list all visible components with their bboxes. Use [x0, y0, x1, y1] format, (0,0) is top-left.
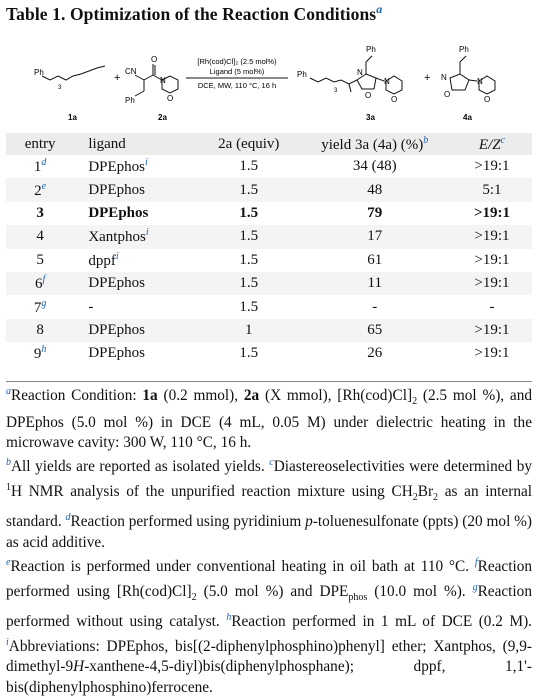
plus-sign: + [114, 72, 121, 84]
ligand-label: Ligand (5 mol%) [209, 67, 265, 76]
ligand-cell: Xantphos$^i$ [74, 225, 200, 248]
yield-cell: 26 [367, 345, 383, 362]
entry-cell: 5 [36, 251, 44, 268]
plus-sign: + [424, 72, 431, 84]
compound-2a-label: 2a [158, 113, 167, 122]
table-row [6, 178, 532, 201]
footnote-link[interactable]: d [41, 157, 47, 169]
footnote-efghi: $^e$Reaction is performed under conventional heating in oil bath at 110 °C. $^f$Reaction performed using $[Rh(cod)Cl]_2$ (5.0 mol %) and $DPE_{phos}$ (10.0 mol %). $^g$Reaction performed without using catalyst. $^h$Reaction performed in 1 mL of DCE (0.2 M). $^i$Abbreviations: DPEphos, bis[(2-diphenylphosphino)phenyl] ether; Xantphos, (9,9-dimethyl-9H-xanthene-4,5-diyl)bis(diphenylphosphane); dppf, 1,1'-bis(diphenylphosphino)ferrocene. [6, 557, 532, 696]
table-row [6, 319, 532, 342]
equiv-cell: 1 [200, 319, 298, 342]
equiv-cell: 1.5 [200, 272, 298, 295]
equiv-cell: 1.5 [239, 298, 259, 315]
o-label: O [151, 55, 158, 64]
header-entry: entry [6, 133, 74, 155]
ez-cell: >19:1 [474, 251, 510, 268]
compound-4a-label: 4a [463, 113, 472, 122]
ligand-cell: DPEphos [74, 319, 200, 342]
ligand-cell: DPEphos [88, 345, 145, 362]
table-row [6, 202, 532, 225]
table-row [6, 155, 532, 178]
ez-cell: >19:1 [452, 272, 532, 295]
equiv-cell: 1.5 [200, 225, 298, 248]
ez-cell: >19:1 [452, 225, 532, 248]
reaction-scheme [0, 28, 538, 128]
entry-cell: 2e [6, 178, 74, 201]
catalyst-label: [Rh(cod)Cl]₂ (2.5 mol%) [197, 57, 277, 66]
table-row [6, 295, 532, 318]
compound-1a-label: 1a [68, 113, 77, 122]
yield-cell: 61 [367, 251, 383, 268]
header-ligand: ligand [74, 133, 200, 155]
ph-label: Ph [459, 45, 469, 54]
header-row [6, 133, 532, 155]
footnote-link[interactable]: c [500, 134, 506, 146]
table-row [6, 342, 532, 365]
ez-cell: >19:1 [474, 158, 510, 175]
footnote-link[interactable]: h [41, 344, 47, 356]
entry-cell: 1$^d$ [33, 157, 47, 176]
equiv-cell: 1.5 [239, 158, 259, 175]
footnote-bc: $^b$All yields are reported as isolated yields. $^c$Diastereoselectivities were determined by $^1$H NMR analysis of the unpurified reaction mixture using $CH_2Br_2$ as an internal standard. $^d$Reaction performed using pyridinium p-toluenesulfonate (ppts) (20 mol %) as acid additive. [6, 457, 533, 551]
n-label: N [477, 77, 483, 86]
header-yield: yield 3a (4a) (%)$^b$ [298, 133, 452, 155]
yield-cell: 17 [298, 225, 452, 248]
ligand-cell: dppf$^i$ [88, 250, 119, 269]
footnote-link[interactable]: i [145, 157, 148, 169]
ph-label: Ph [297, 70, 307, 79]
ph-label: Ph [366, 45, 376, 54]
ph-label: Ph [125, 96, 135, 105]
equiv-cell: 1.5 [239, 251, 259, 268]
header-equiv: 2a (equiv) [200, 133, 298, 155]
title-footnote-mark[interactable]: a [376, 2, 383, 16]
footnote-link[interactable]: e [41, 180, 47, 192]
n-label: N [384, 77, 390, 86]
n-label: N [441, 73, 447, 82]
entry-cell: 7$^g$ [33, 297, 47, 316]
equiv-cell: 1.5 [200, 178, 298, 201]
entry-cell: 4 [6, 225, 74, 248]
yield-cell: 48 [298, 178, 452, 201]
ez-cell: >19:1 [452, 319, 532, 342]
footnote-link[interactable]: i [145, 227, 149, 239]
o-label: O [365, 91, 372, 100]
yield-cell: 79 [367, 204, 383, 221]
o-label: O [391, 95, 398, 104]
ligand-cell: DPEphos [74, 178, 200, 201]
o-label: O [484, 95, 491, 104]
ligand-cell: - [88, 298, 94, 315]
header-ez: E/Z$^c$ [452, 133, 532, 155]
yield-cell: - [372, 298, 378, 315]
n-label: N [160, 76, 166, 85]
compound-3a-label: 3a [366, 113, 375, 122]
ez-cell: >19:1 [473, 204, 510, 221]
footnote-link[interactable]: g [41, 297, 47, 309]
table-row [6, 272, 532, 295]
entry-cell: 9$^h$ [33, 344, 47, 363]
table-row [6, 225, 532, 248]
ligand-cell: DPEphos$^i$ [88, 157, 148, 176]
equiv-cell: 1.5 [239, 204, 259, 221]
entry-cell: 8 [6, 319, 74, 342]
subscript-3-label: 3 [334, 88, 338, 94]
conditions-label: DCE, MW, 110 °C, 16 h [197, 81, 277, 90]
ph-label: Ph [34, 68, 44, 77]
table-row [6, 249, 532, 272]
ez-cell: 5:1 [452, 178, 532, 201]
yield-cell: 11 [298, 272, 452, 295]
yield-cell: 34 (48) [352, 158, 397, 175]
footnote-link[interactable]: i [115, 250, 119, 262]
n-label: N [357, 68, 363, 77]
footnote-a: $^a$Reaction Condition: 1a (0.2 mmol), 2a (X mmol), $[Rh(cod)Cl]_2$ (2.5 mol %), and DPEphos (5.0 mol %) in DCE (4 mL, 0.05 M) under dielectric heating in the microwave cavity: 300 W, 110 °C, 16 h. [6, 386, 532, 451]
o-label: O [167, 94, 174, 103]
cn-label: CN [125, 67, 137, 76]
o-label: O [444, 90, 451, 99]
entry-cell: 6$^f$ [6, 272, 74, 295]
table-footnotes [6, 382, 532, 698]
footnote-link[interactable]: f [42, 274, 46, 286]
table-title: Table 1. Optimization of the Reaction Conditions$^a$ [6, 2, 383, 24]
ligand-cell: DPEphos [74, 272, 200, 295]
ez-cell: >19:1 [474, 345, 510, 362]
subscript-3-label: 3 [58, 85, 62, 91]
equiv-cell: 1.5 [239, 345, 259, 362]
entry-cell: 3 [36, 204, 44, 221]
ligand-cell: DPEphos [88, 204, 149, 221]
yield-cell: 65 [298, 319, 452, 342]
footnote-link[interactable]: b [423, 134, 429, 146]
optimization-table [6, 133, 532, 366]
ez-cell: - [489, 298, 495, 315]
